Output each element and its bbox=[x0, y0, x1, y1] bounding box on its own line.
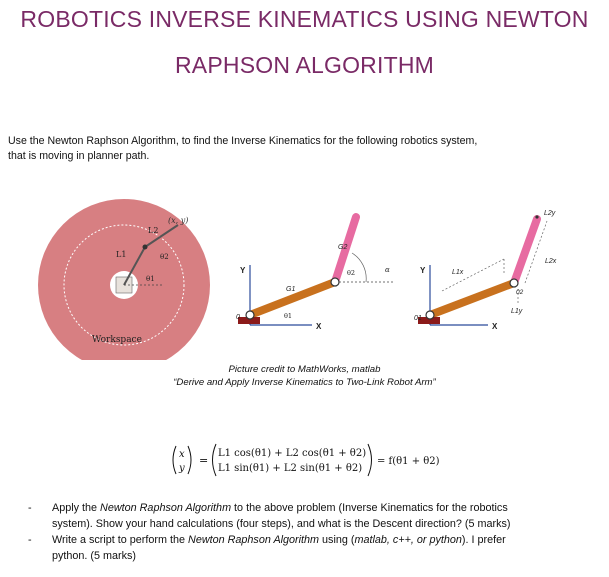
task-2-emphasis: Newton Raphson Algorithm bbox=[188, 534, 320, 546]
workspace-theta1-label: θ1 bbox=[146, 275, 155, 283]
lhs-open-paren bbox=[173, 446, 176, 474]
equation-rhs: = f(θ1 + θ2) bbox=[377, 456, 440, 467]
task-bullet-2: - bbox=[28, 534, 32, 546]
vector-y-label: Y bbox=[420, 266, 426, 275]
task-bullet-1: - bbox=[28, 502, 32, 514]
vector-link-2 bbox=[514, 219, 537, 283]
vector-x-label: X bbox=[492, 322, 498, 331]
task-1-text-a: Apply the bbox=[52, 502, 101, 514]
vector-l1x-label: L1x bbox=[452, 269, 464, 276]
workspace-diagram bbox=[38, 199, 210, 360]
document-title-line-1: ROBOTICS INVERSE KINEMATICS USING NEWTON bbox=[20, 6, 589, 32]
workspace-joint bbox=[143, 245, 148, 250]
robot-arm-figure bbox=[0, 195, 609, 360]
arm-joint-1 bbox=[246, 311, 254, 319]
task-2-text-c: ). I prefer bbox=[461, 534, 506, 546]
workspace-label: Workspace bbox=[92, 335, 142, 345]
task-item-2 bbox=[28, 532, 603, 564]
arm-g1-label: G1 bbox=[286, 286, 296, 293]
arm-joint-2 bbox=[331, 278, 339, 286]
vector-decomposition-diagram bbox=[414, 210, 557, 331]
two-link-arm-diagram bbox=[236, 217, 394, 331]
arm-g2-label: G2 bbox=[338, 244, 348, 251]
vector-joint-1 bbox=[426, 311, 434, 319]
equation-row-1: L1 cos(θ1) + L2 cos(θ1 + θ2) bbox=[218, 448, 367, 459]
task-2-text-a: Write a script to perform the bbox=[52, 534, 189, 546]
lhs-x: x bbox=[179, 449, 185, 460]
vector-origin-label: 01 bbox=[414, 315, 422, 322]
task-2-line-2: python. (5 marks) bbox=[52, 550, 137, 562]
arm-origin-label: 0 bbox=[236, 314, 240, 321]
task-1-text-b: to the above problem (Inverse Kinematics for the robotics bbox=[231, 502, 508, 514]
vector-l2x-label: L2x bbox=[545, 258, 557, 265]
workspace-l2-label: L2 bbox=[148, 226, 159, 235]
lhs-close-paren bbox=[188, 446, 191, 474]
forward-kinematics-equation bbox=[170, 440, 440, 480]
vector-link-1 bbox=[430, 283, 514, 315]
arm-theta1-label: θ1 bbox=[284, 312, 293, 320]
vector-l1y-label: L1y bbox=[511, 308, 523, 315]
arm-y-label: Y bbox=[240, 266, 246, 275]
task-2-languages: matlab, c++, or python bbox=[354, 534, 462, 546]
vector-joint-2 bbox=[510, 279, 518, 287]
task-1-emphasis: Newton Raphson Algorithm bbox=[100, 502, 232, 514]
document-title-line-2: RAPHSON ALGORITHM bbox=[175, 52, 434, 78]
task-2-text-b: using ( bbox=[319, 534, 355, 546]
task-item-1 bbox=[28, 500, 603, 532]
workspace-theta2-label: θ2 bbox=[160, 253, 169, 261]
task-1-line-1 bbox=[52, 500, 603, 516]
caption-credit: Picture credit to MathWorks, matlab bbox=[228, 364, 381, 375]
intro-paragraph bbox=[8, 134, 603, 164]
task-2-line-1 bbox=[52, 532, 603, 548]
vector-joint-label: 02 bbox=[516, 289, 524, 296]
vector-end-effector bbox=[535, 215, 538, 218]
caption-source-title: “Derive and Apply Inverse Kinematics to Two-Link Robot Arm” bbox=[173, 377, 436, 388]
rhs-open-paren bbox=[213, 444, 217, 476]
arm-x-label: X bbox=[316, 322, 322, 331]
intro-line-1: Use the Newton Raphson Algorithm, to find the Inverse Kinematics for the following robotics system, bbox=[8, 135, 478, 147]
workspace-l1-label: L1 bbox=[116, 250, 127, 259]
equals-sign: = bbox=[199, 454, 209, 467]
lhs-y: y bbox=[179, 463, 185, 474]
task-1-line-2: system). Show your hand calculations (four steps), and what is the Descent direction? (5 marks) bbox=[52, 518, 511, 530]
arm-alpha-arc bbox=[352, 253, 366, 282]
vector-l2y-label: L2y bbox=[544, 210, 556, 217]
task-list bbox=[28, 500, 603, 564]
rhs-close-paren bbox=[368, 444, 372, 476]
arm-theta2-label: θ2 bbox=[347, 269, 356, 277]
arm-alpha-label: α bbox=[385, 266, 390, 274]
equation-row-2: L1 sin(θ1) + L2 sin(θ1 + θ2) bbox=[218, 463, 363, 474]
workspace-target-label: (x, y) bbox=[168, 216, 189, 225]
intro-line-2: that is moving in planner path. bbox=[8, 150, 150, 162]
